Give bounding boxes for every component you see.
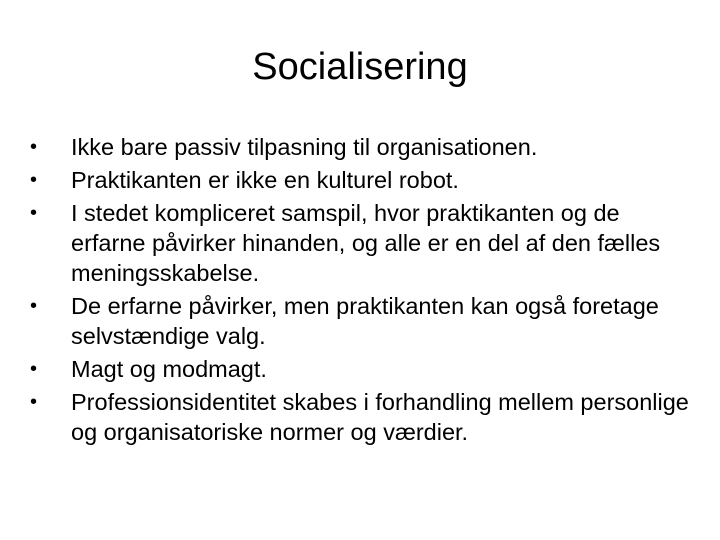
bullet-list [30,132,700,450]
bullet-dot: • [30,391,38,413]
bullet-item [30,132,700,162]
bullet-text: Professionsidentitet skabes i forhandling mellem personlige og organisatoriske normer og værdier. [71,389,689,445]
bullet-text: I stedet kompliceret samspil, hvor praktikanten og de erfarne påvirker hinanden, og alle er en del af den fælles meningsskabelse. [71,200,661,286]
bullet-text: Magt og modmagt. [71,356,267,382]
bullet-text: Ikke bare passiv tilpasning til organisationen. [71,134,538,160]
bullet-dot: • [30,169,38,191]
bullet-dot: • [30,358,38,380]
bullet-dot: • [30,202,38,224]
bullet-item [30,198,700,288]
bullet-item [30,387,700,447]
bullet-item [30,354,700,384]
bullet-text: De erfarne påvirker, men praktikanten kan også foretage selvstændige valg. [71,293,659,349]
slide-title: Socialisering [252,46,468,88]
bullet-dot: • [30,295,38,317]
bullet-dot: • [30,136,38,158]
bullet-item [30,165,700,195]
bullet-item [30,291,700,351]
bullet-text: Praktikanten er ikke en kulturel robot. [71,167,459,193]
